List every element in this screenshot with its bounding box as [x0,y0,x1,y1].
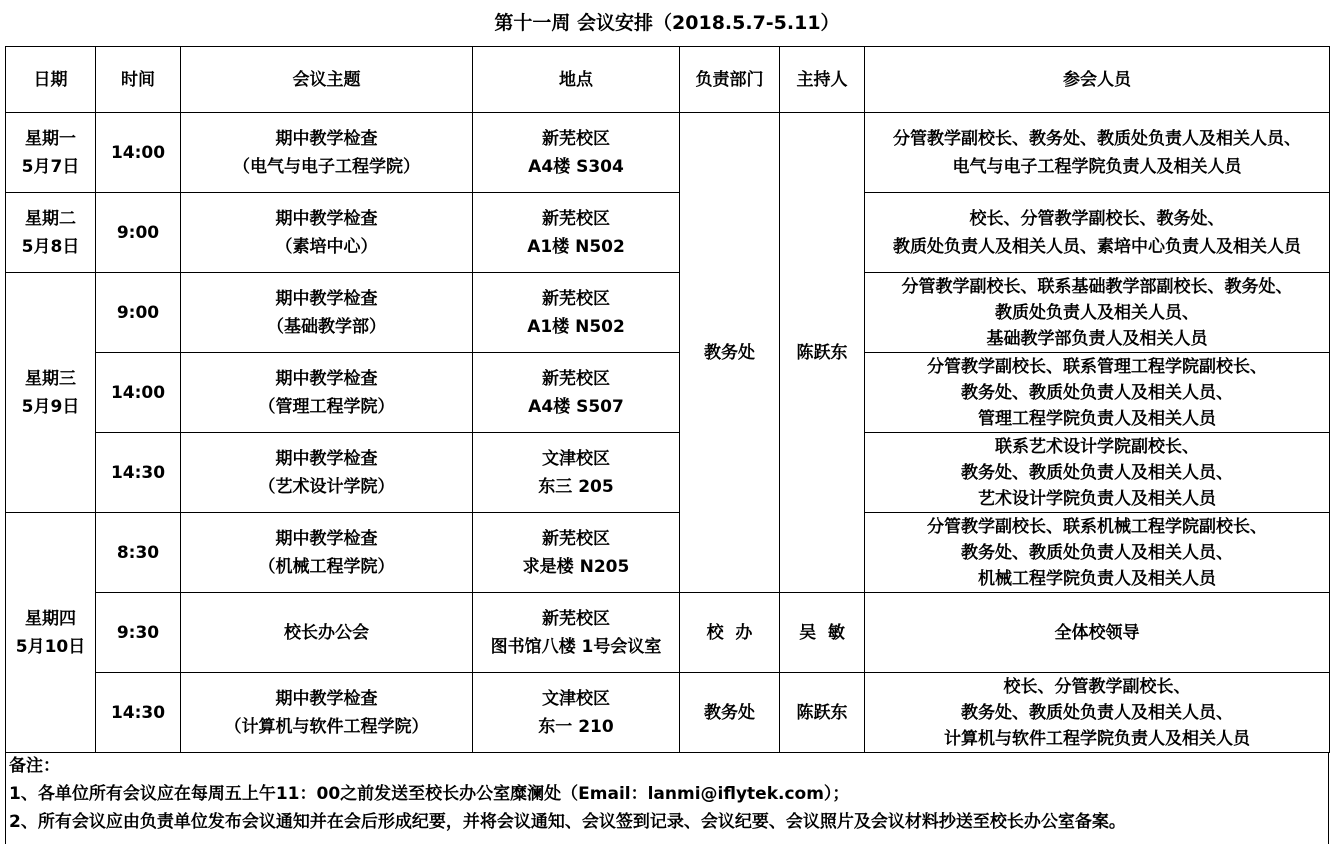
topic-cell: 期中教学检查 （电气与电子工程学院） [181,113,473,193]
attendees-cell: 联系艺术设计学院副校长、 教务处、教质处负责人及相关人员、 艺术设计学院负责人及相关人员 [865,433,1330,513]
dept-cell: 校 办 [680,593,780,673]
date-cell [6,193,96,273]
header-attendees: 参会人员 [865,47,1330,113]
attendees-cell: 分管教学副校长、联系管理工程学院副校长、 教务处、教质处负责人及相关人员、 管理工程学院负责人及相关人员 [865,353,1330,433]
topic-cell: 期中教学检查 （机械工程学院） [181,513,473,593]
place-cell: 新芜校区 A4楼 S304 [473,113,680,193]
attendees-cell: 分管教学副校长、联系机械工程学院副校长、 教务处、教质处负责人及相关人员、 机械工程学院负责人及相关人员 [865,513,1330,593]
topic-cell: 期中教学检查 （艺术设计学院） [181,433,473,513]
header-host: 主持人 [780,47,865,113]
topic-cell: 期中教学检查 （基础教学部） [181,273,473,353]
topic-cell: 期中教学检查 （管理工程学院） [181,353,473,433]
time-cell: 14:30 [96,433,181,513]
table-row [6,593,1330,673]
note-item-2: 2、所有会议应由负责单位发布会议通知并在会后形成纪要，并将会议通知、会议签到记录、会议纪要、会议照片及会议材料抄送至校长办公室备案。 [9,812,1126,832]
place-cell: 新芜校区 A4楼 S507 [473,353,680,433]
topic-cell: 期中教学检查 （素培中心） [181,193,473,273]
table-row [6,353,1330,433]
notes-heading: 备注： [9,756,60,776]
date: 5月8日 [21,236,80,257]
date-cell [6,273,96,513]
weekday: 星期四 [25,608,76,629]
table-row [6,193,1330,273]
table-row [6,513,1330,593]
header-topic: 会议主题 [181,47,473,113]
host-cell: 陈跃东 [780,673,865,753]
weekday: 星期二 [25,208,76,229]
header-time: 时间 [96,47,181,113]
time-cell: 14:00 [96,113,181,193]
place-cell: 文津校区 东三 205 [473,433,680,513]
table-row [6,273,1330,353]
topic-cell: 期中教学检查 （计算机与软件工程学院） [181,673,473,753]
table-row [6,113,1330,193]
place-cell: 新芜校区 A1楼 N502 [473,273,680,353]
table-row [6,433,1330,513]
header-row [6,47,1330,113]
place-cell: 新芜校区 A1楼 N502 [473,193,680,273]
dept-cell: 教务处 [680,113,780,593]
place-cell: 新芜校区 图书馆八楼 1号会议室 [473,593,680,673]
time-cell: 14:30 [96,673,181,753]
notes-section [5,752,1329,844]
date: 5月9日 [21,396,80,417]
page-title: 第十一周 会议安排（2018.5.7-5.11） [494,12,840,34]
host-cell: 陈跃东 [780,113,865,593]
attendees-cell: 全体校领导 [865,593,1330,673]
weekday: 星期一 [25,128,76,149]
time-cell: 9:30 [96,593,181,673]
date-cell [6,513,96,753]
time-cell: 9:00 [96,193,181,273]
host-cell: 吴 敏 [780,593,865,673]
header-date: 日期 [6,47,96,113]
header-place: 地点 [473,47,680,113]
topic-cell: 校长办公会 [181,593,473,673]
schedule-table [5,46,1330,753]
dept-cell: 教务处 [680,673,780,753]
time-cell: 14:00 [96,353,181,433]
place-cell: 文津校区 东一 210 [473,673,680,753]
table-row [6,673,1330,753]
header-dept: 负责部门 [680,47,780,113]
weekday: 星期三 [25,368,76,389]
attendees-cell: 分管教学副校长、联系基础教学部副校长、教务处、 教质处负责人及相关人员、 基础教学部负责人及相关人员 [865,273,1330,353]
note-item-1: 1、各单位所有会议应在每周五上午11：00之前发送至校长办公室糜澜处（Email：lanmi@iflytek.com）； [9,784,850,804]
date-cell [6,113,96,193]
attendees-cell: 校长、分管教学副校长、教务处、 教质处负责人及相关人员、素培中心负责人及相关人员 [865,193,1330,273]
time-cell: 8:30 [96,513,181,593]
place-cell: 新芜校区 求是楼 N205 [473,513,680,593]
date: 5月7日 [21,156,80,177]
date: 5月10日 [15,636,86,657]
attendees-cell: 校长、分管教学副校长、 教务处、教质处负责人及相关人员、 计算机与软件工程学院负责人及相关人员 [865,673,1330,753]
attendees-cell: 分管教学副校长、教务处、教质处负责人及相关人员、 电气与电子工程学院负责人及相关人员 [865,113,1330,193]
time-cell: 9:00 [96,273,181,353]
